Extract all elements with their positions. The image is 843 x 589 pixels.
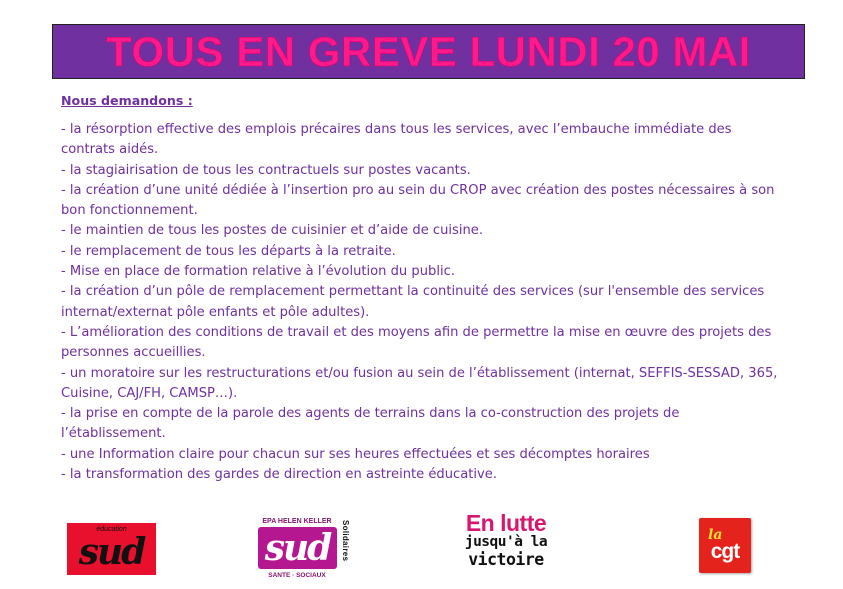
- demand-line: - le maintien de tous les postes de cuisinier et d’aide de cuisine.: [61, 223, 484, 239]
- demand-line: - un moratoire sur les restructurations et/ou fusion au sein de l’établissement (internat, SEFFIS-SESSAD, 365,: [61, 365, 778, 381]
- clipped-header-text: [0, 0, 843, 3]
- solidaires-label: Solidaires: [341, 520, 350, 562]
- sud-sante-section-name: EPA HELEN KELLER: [262, 518, 332, 525]
- demand-line: - L’amélioration des conditions de travail et des moyens afin de permettre la mise en œuvre des projets des: [61, 324, 772, 340]
- demand-line: - la prise en compte de la parole des agents de terrains dans la co-construction des projets de: [61, 406, 680, 422]
- demand-line: Cuisine, CAJ/FH, CAMSP…).: [61, 385, 238, 401]
- en-lutte-logo: [458, 512, 554, 578]
- cgt-logo: [699, 518, 751, 573]
- cgt-wordmark: cgt: [710, 540, 740, 563]
- demand-line: internat/externat pôle enfants et pôle adultes).: [61, 304, 370, 320]
- demand-line: - la stagiairisation de tous les contractuels sur postes vacants.: [61, 162, 471, 178]
- sud-sante-box: [258, 527, 337, 569]
- banner-title: TOUS EN GREVE LUNDI 20 MAI: [106, 27, 751, 75]
- demands-list: [61, 120, 801, 485]
- demand-line: - la création d’une unité dédiée à l’insertion pro au sein du CROP avec création des postes nécessaires à son: [61, 182, 775, 198]
- demand-line: personnes accueillies.: [61, 345, 206, 361]
- sud-sante-wordmark: sud: [264, 527, 331, 569]
- demand-line: - Mise en place de formation relative à l’évolution du public.: [61, 264, 455, 280]
- en-lutte-line3: victoire: [468, 550, 544, 569]
- cgt-la: la: [708, 527, 723, 543]
- sud-sante-subtitle: SANTE · SOCIAUX: [268, 572, 326, 579]
- en-lutte-line1: En lutte: [465, 510, 547, 536]
- demands-heading: Nous demandons :: [61, 93, 193, 108]
- union-logos: [0, 510, 843, 582]
- demand-line: l’établissement.: [61, 426, 166, 442]
- demand-line: - le remplacement de tous les départs à la retraite.: [61, 243, 396, 259]
- sud-sante-sociaux-logo: [257, 518, 349, 580]
- strike-banner: [52, 24, 805, 79]
- demand-line: - la transformation des gardes de direction en astreinte éducative.: [61, 467, 497, 483]
- demand-line: - la résorption effective des emplois précaires dans tous les services, avec l’embauche immédiate des: [61, 122, 732, 137]
- demand-line: bon fonctionnement.: [61, 203, 198, 219]
- demand-line: - une Information claire pour chacun sur ses heures effectuées et ses décomptes horaires: [61, 446, 650, 462]
- demand-line: - la création d’un pôle de remplacement permettant la continuité des services (sur l'ensemble des services: [61, 284, 765, 300]
- demands-section: [61, 92, 801, 485]
- sud-education-wordmark: sud: [78, 531, 145, 573]
- sud-education-logo: [67, 523, 156, 575]
- demand-line: contrats aidés.: [61, 142, 159, 158]
- sud-education-tagline: éducation: [96, 526, 127, 533]
- en-lutte-line2: jusqu'à la: [464, 534, 548, 550]
